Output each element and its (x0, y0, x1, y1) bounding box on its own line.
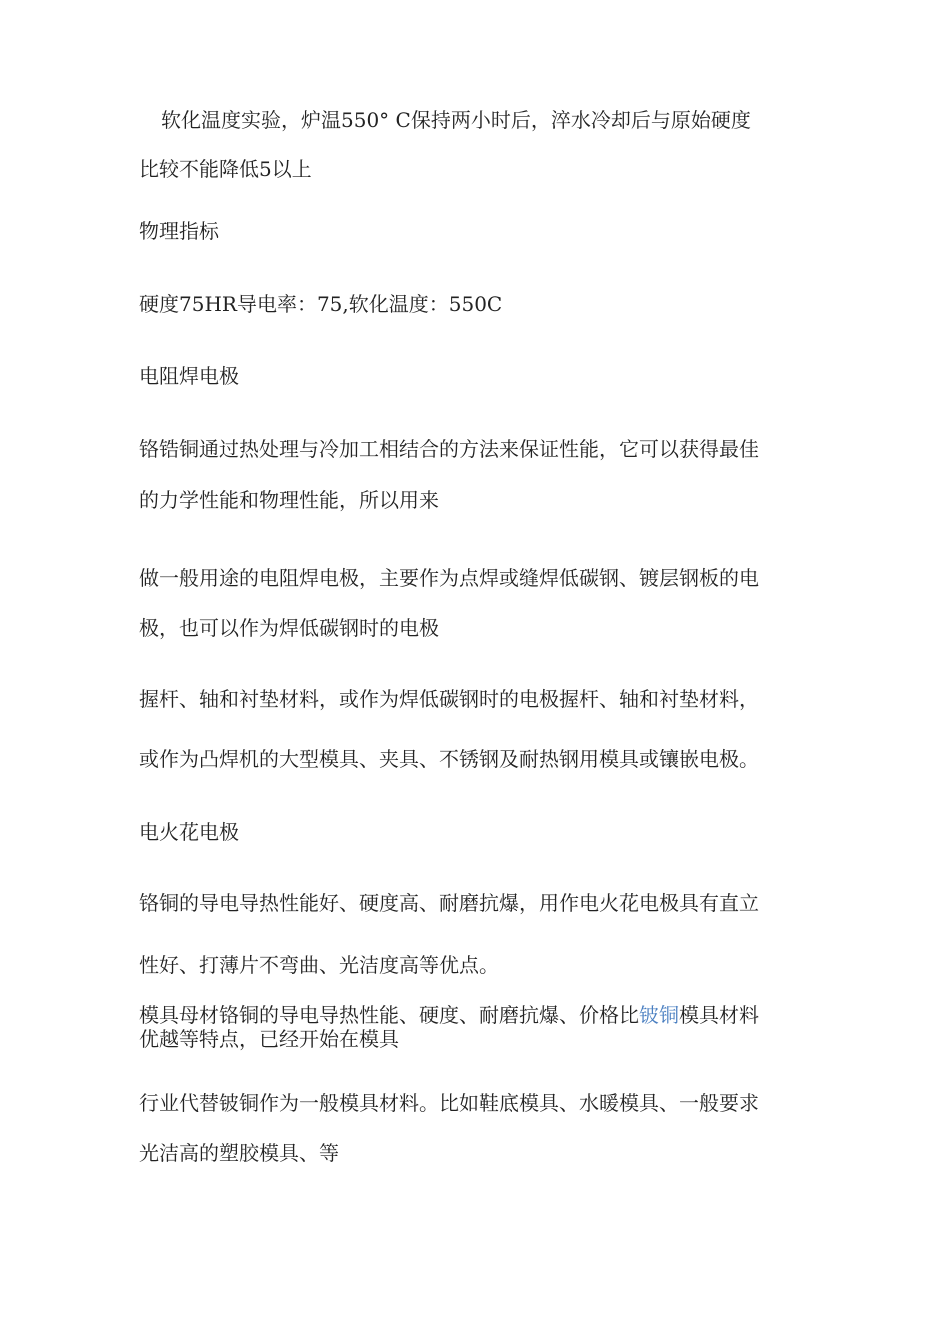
physical-specs-line: 硬度75HR导电率：75,软化温度：550C (139, 292, 503, 316)
paragraph-line: 光洁高的塑胶模具、等 (139, 1141, 339, 1165)
section-heading-physical: 物理指标 (139, 219, 219, 243)
paragraph-line: 极，也可以作为焊低碳钢时的电极 (139, 616, 439, 640)
section-heading-spark-electrode: 电火花电极 (139, 820, 239, 844)
section-heading-resistance-welding: 电阻焊电极 (139, 364, 239, 388)
paragraph-line (139, 1003, 759, 1027)
text-segment: 模具母材铬铜的导电导热性能、硬度、耐磨抗爆、价格比 (139, 1003, 639, 1027)
paragraph-line: 性好、打薄片不弯曲、光洁度高等优点。 (139, 953, 499, 977)
paragraph-line: 铬锆铜通过热处理与冷加工相结合的方法来保证性能，它可以获得最佳 (139, 437, 759, 461)
paragraph-line: 或作为凸焊机的大型模具、夹具、不锈钢及耐热钢用模具或镶嵌电极。 (139, 747, 759, 771)
paragraph-line: 铬铜的导电导热性能好、硬度高、耐磨抗爆，用作电火花电极具有直立 (139, 891, 759, 915)
paragraph-line: 做一般用途的电阻焊电极，主要作为点焊或缝焊低碳钢、镀层钢板的电 (139, 566, 759, 590)
paragraph-line: 软化温度实验，炉温550° C保持两小时后，淬水冷却后与原始硬度 (161, 108, 751, 132)
beryllium-copper-link[interactable]: 铍铜 (639, 1003, 679, 1027)
paragraph-line: 行业代替铍铜作为一般模具材料。比如鞋底模具、水暖模具、一般要求 (139, 1091, 759, 1115)
paragraph-line: 的力学性能和物理性能，所以用来 (139, 488, 439, 512)
paragraph-line: 握杆、轴和衬垫材料，或作为焊低碳钢时的电极握杆、轴和衬垫材料， (139, 687, 759, 711)
text-segment: 模具材料 (679, 1003, 759, 1027)
paragraph-line: 优越等特点，已经开始在模具 (139, 1027, 399, 1051)
paragraph-line: 比较不能降低5以上 (139, 157, 312, 181)
